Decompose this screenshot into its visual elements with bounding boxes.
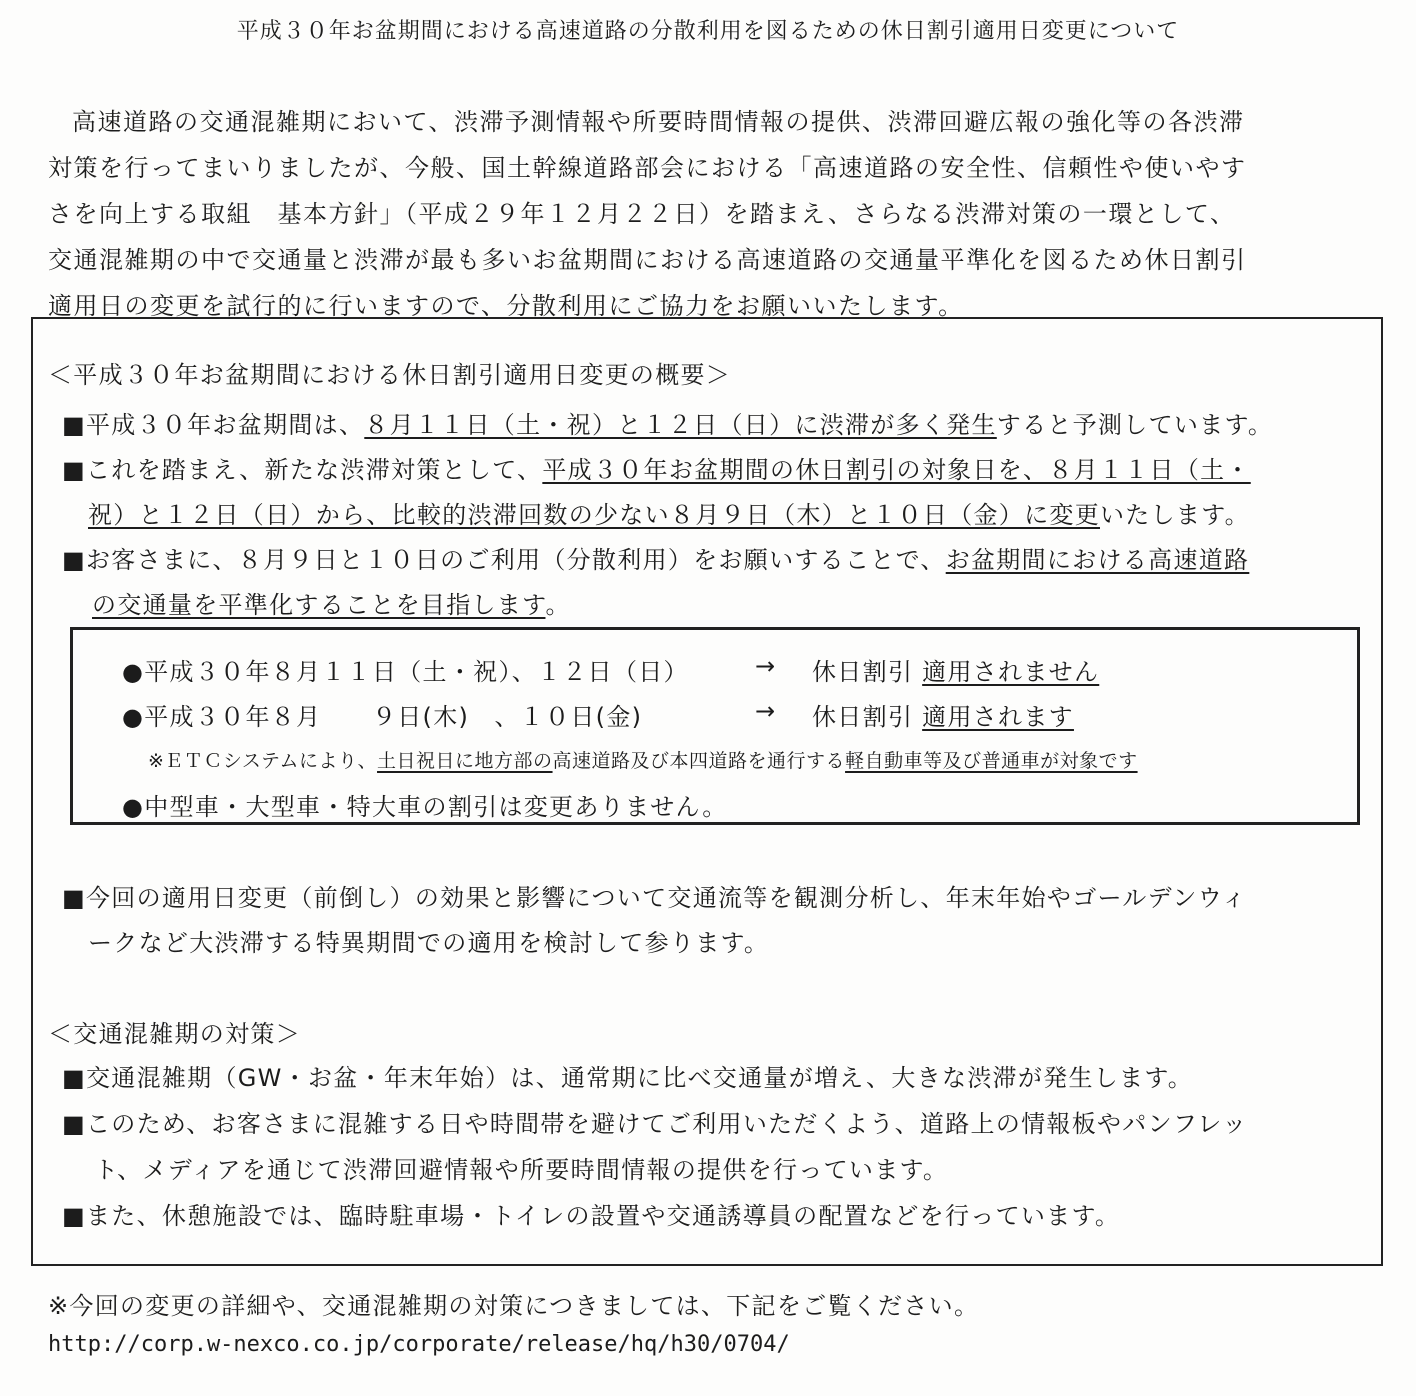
intro-line-4: 交通混雑期の中で交通量と渋滞が最も多いお盆期間における高速道路の交通量平準化を図るため休日割引 bbox=[48, 246, 1247, 274]
effect-line-1: ■今回の適用日変更（前倒し）の効果と影響について交通流等を観測分析し、年末年始やゴールデンウィ bbox=[62, 884, 1247, 912]
intro-line-3: さを向上する取組 基本方針」（平成２９年１２月２２日）を踏まえ、さらなる渋滞対策の一環として、 bbox=[48, 200, 1236, 228]
measures-line-1: ■交通混雑期（GW・お盆・年末年始）は、通常期に比べ交通量が増え、大きな渋滞が発生します。 bbox=[62, 1064, 1194, 1092]
etc-note-middle: 高速道路及び本四道路を通行する bbox=[552, 750, 846, 772]
intro-line-5: 適用日の変更を試行的に行いますので、分散利用にご協力をお願いいたします。 bbox=[48, 292, 964, 320]
etc-note-text: ※ＥＴＣシステムにより、 bbox=[148, 750, 378, 772]
measures-heading: ＜交通混雑期の対策＞ bbox=[48, 1020, 301, 1048]
effect-line-2: ークなど大渋滞する特異期間での適用を検討して参ります。 bbox=[88, 929, 770, 957]
row-2-label: 休日割引 bbox=[812, 703, 914, 731]
intro-line-1: 高速道路の交通混雑期において、渋滞予測情報や所要時間情報の提供、渋滞回避広報の強化等の各渋滞 bbox=[72, 108, 1245, 136]
bullet-3-text: ■お客さまに、８月９日と１０日のご利用（分散利用）をお願いすることで、 bbox=[62, 546, 946, 574]
footer-note: ※今回の変更の詳細や、交通混雑期の対策につきましては、下記をご覧ください。 bbox=[48, 1292, 980, 1320]
measures-line-4: ■また、休憩施設では、臨時駐車場・トイレの設置や交通誘導員の配置などを行っています。 bbox=[62, 1202, 1121, 1230]
schedule-row-1-status bbox=[812, 652, 1099, 687]
bullet-2-tail: いたします。 bbox=[1100, 501, 1250, 529]
etc-note bbox=[148, 746, 1138, 773]
overview-bullet-3-cont bbox=[92, 585, 571, 620]
schedule-row-2-status bbox=[812, 697, 1074, 732]
overview-bullet-2-cont bbox=[88, 495, 1250, 530]
bullet-3-underline-1: お盆期間における高速道路 bbox=[945, 546, 1250, 574]
overview-heading: ＜平成３０年お盆期間における休日割引適用日変更の概要＞ bbox=[48, 361, 732, 389]
bullet-1-underline: ８月１１日（土・祝）と１２日（日）に渋滞が多く発生 bbox=[364, 411, 997, 439]
row-1-label: 休日割引 bbox=[812, 658, 914, 686]
schedule-row-2-date: ●平成３０年８月 ９日(木) 、１０日(金) bbox=[122, 703, 643, 731]
overview-bullet-3 bbox=[62, 540, 1249, 575]
row-2-status-text: 適用されます bbox=[922, 703, 1074, 731]
footer-url-link[interactable]: http://corp.w-nexco.co.jp/corporate/release/hq/h30/0704/ bbox=[48, 1332, 790, 1357]
bullet-2-underline-1: 平成３０年お盆期間の休日割引の対象日を、８月１１日（土・ bbox=[542, 456, 1251, 484]
bullet-1-text: ■平成３０年お盆期間は、 bbox=[62, 411, 365, 439]
etc-note-underline-2: 軽自動車等及び普通車が対象です bbox=[845, 750, 1138, 772]
etc-note-underline-1: 土日祝日に地方部の bbox=[377, 750, 553, 772]
page-title: 平成３０年お盆期間における高速道路の分散利用を図るための休日割引適用日変更について bbox=[236, 19, 1180, 44]
bullet-3-tail: 。 bbox=[545, 591, 571, 619]
overview-bullet-1 bbox=[62, 405, 1273, 440]
bullet-2-text: ■これを踏まえ、新たな渋滞対策として、 bbox=[62, 456, 543, 484]
bullet-2-underline-2: 祝）と１２日（日）から、比較的渋滞回数の少ない８月９日（木）と１０日（金）に変更 bbox=[88, 501, 1100, 529]
overview-bullet-2 bbox=[62, 450, 1251, 485]
measures-line-3: ト、メディアを通じて渋滞回避情報や所要時間情報の提供を行っています。 bbox=[94, 1156, 949, 1184]
schedule-row-3: ●中型車・大型車・特大車の割引は変更ありません。 bbox=[122, 793, 728, 821]
measures-line-2: ■このため、お客さまに混雑する日や時間帯を避けてご利用いただくよう、道路上の情報板やパンフレッ bbox=[62, 1110, 1248, 1138]
schedule-row-1-date: ●平成３０年８月１１日（土・祝）、１２日（日） bbox=[122, 658, 689, 686]
bullet-1-tail: すると予測しています。 bbox=[996, 411, 1274, 439]
bullet-3-underline-2: の交通量を平準化することを目指します bbox=[92, 591, 546, 619]
row-1-status-text: 適用されません bbox=[922, 658, 1100, 686]
schedule-row-1-arrow: → bbox=[755, 652, 777, 680]
schedule-row-2-arrow: → bbox=[755, 697, 777, 725]
intro-line-2: 対策を行ってまいりましたが、今般、国土幹線道路部会における「高速道路の安全性、信頼性や使いやす bbox=[48, 154, 1247, 182]
